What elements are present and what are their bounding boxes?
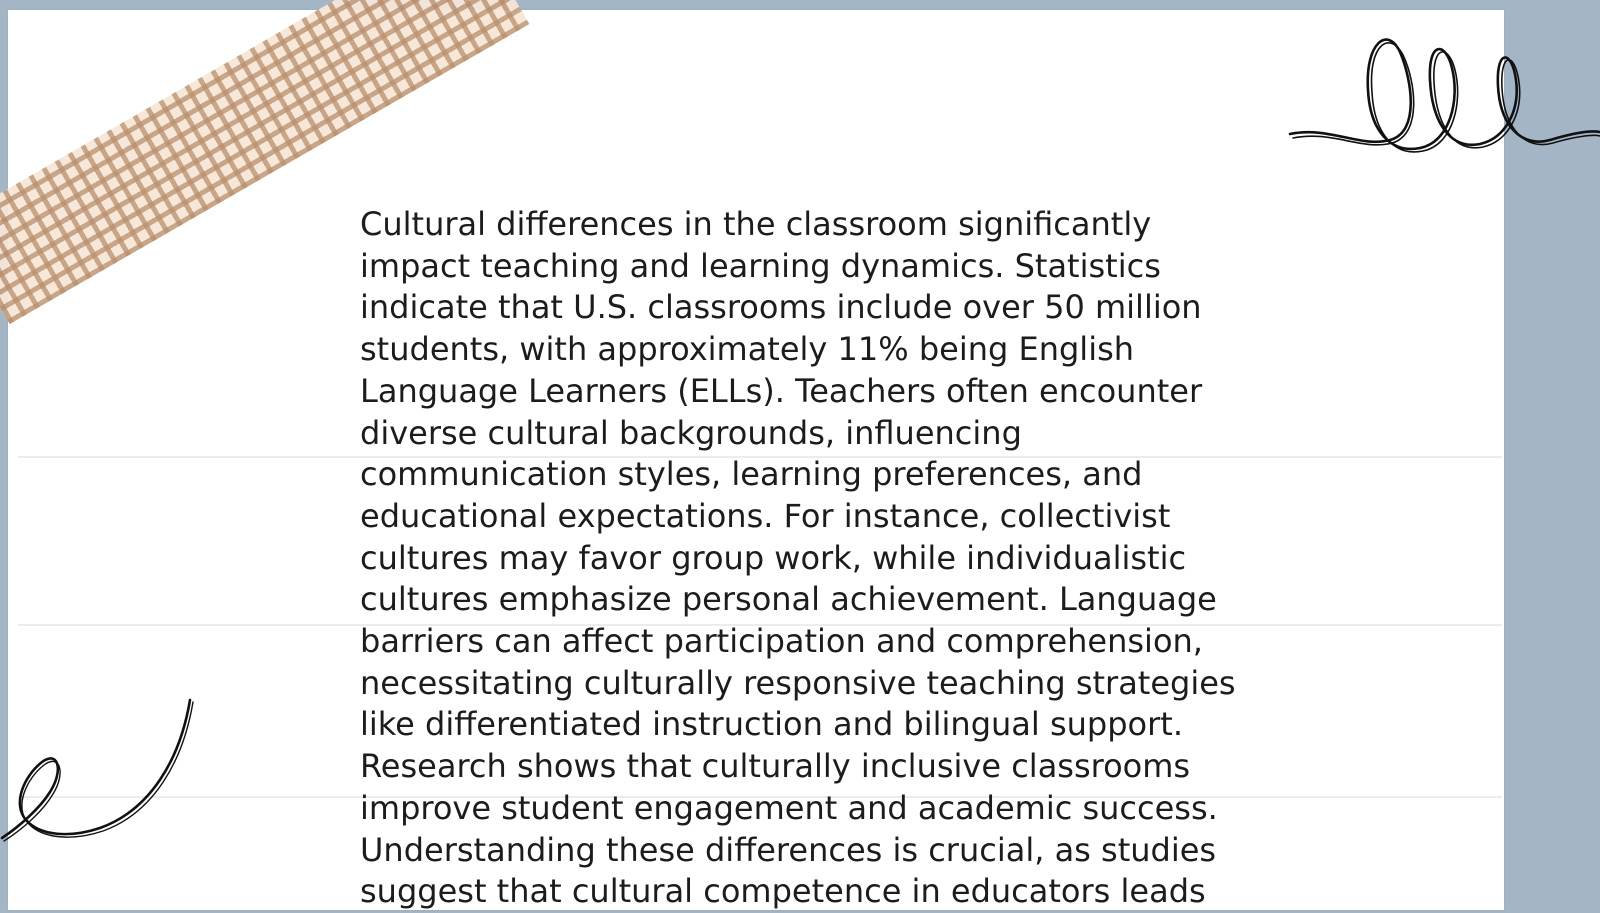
text-line: cultures emphasize personal achievement. Language [360, 580, 1217, 619]
text-line: Cultural differences in the classroom significantly [360, 205, 1152, 243]
swirl-doodle-bottom-left [0, 690, 200, 850]
body-paragraph [360, 204, 1260, 913]
text-line: students, with approximately 11% being English [360, 330, 1135, 369]
text-line: educational expectations. For instance, collectivist [360, 496, 1171, 535]
text-line: communication styles, learning preferences, and [360, 455, 1143, 494]
text-line: barriers can affect participation and comprehension, [360, 622, 1203, 661]
loop-doodle-top-right [1290, 30, 1600, 170]
text-line: diverse cultural backgrounds, influencing [360, 413, 1022, 452]
text-line: Research shows that culturally inclusive classrooms [360, 747, 1191, 786]
text-line: cultures may favor group work, while individualistic [360, 538, 1187, 577]
text-line: impact teaching and learning dynamics. Statistics [360, 246, 1161, 285]
text-line: improve student engagement and academic success. [360, 788, 1218, 827]
text-line: Understanding these differences is crucial, as studies [360, 830, 1217, 869]
text-line: Language Learners (ELLs). Teachers often encounter [360, 371, 1203, 410]
text-line: like differentiated instruction and bilingual support. [360, 705, 1183, 744]
text-line: indicate that U.S. classrooms include over 50 million [360, 288, 1202, 327]
text-line: suggest that cultural competence in educators leads [360, 872, 1206, 911]
text-line: necessitating culturally responsive teaching strategies [360, 663, 1236, 702]
